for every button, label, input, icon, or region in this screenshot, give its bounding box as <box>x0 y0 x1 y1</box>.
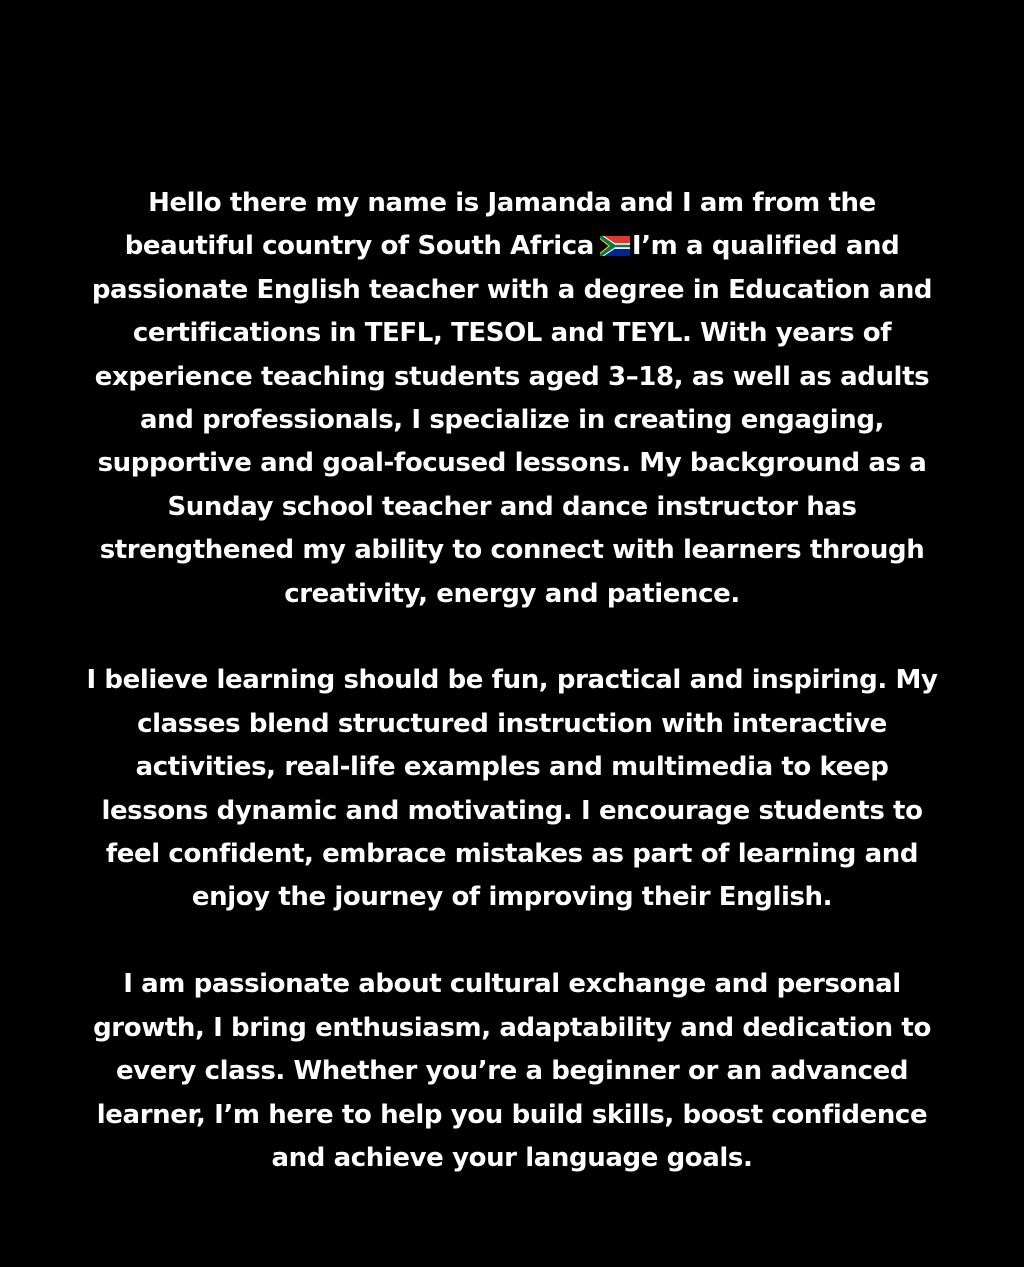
bio-paragraph-3 <box>50 963 974 1180</box>
text-line: and professionals, I specialize in creating engaging, <box>139 405 885 436</box>
text-line: and achieve your language goals. <box>271 1142 753 1173</box>
text-segment: beautiful country of South Africa <box>124 231 594 262</box>
text-line: growth, I bring enthusiasm, adaptability and dedication to <box>93 1012 931 1043</box>
text-line: lessons dynamic and motivating. I encourage students to <box>101 795 923 826</box>
text-line <box>50 225 974 268</box>
text-line: enjoy the journey of improving their English. <box>191 882 833 913</box>
text-line: Hello there my name is Jamanda and I am from the <box>148 188 876 218</box>
text-line: learner, I’m here to help you build skills, boost confidence <box>96 1099 928 1130</box>
text-line: I am passionate about cultural exchange and personal <box>123 969 901 1000</box>
text-line: every class. Whether you’re a beginner or an advanced <box>115 1056 909 1087</box>
bio-paragraph-2 <box>50 659 974 919</box>
text-line: experience teaching students aged 3–18, as well as adults <box>94 361 930 392</box>
text-line: certifications in TEFL, TESOL and TEYL. With years of <box>132 318 892 349</box>
text-line: classes blend structured instruction with interactive <box>137 708 887 739</box>
text-line: activities, real-life examples and multimedia to keep <box>135 752 889 783</box>
south-africa-flag-icon <box>600 236 630 256</box>
text-line: supportive and goal-focused lessons. My background as a <box>97 448 927 479</box>
text-line: feel confident, embrace mistakes as part of learning and <box>105 839 919 870</box>
text-line: I believe learning should be fun, practical and inspiring. My <box>86 665 938 696</box>
profile-bio <box>0 182 1024 1180</box>
text-line: creativity, energy and patience. <box>284 578 740 609</box>
bio-paragraph-1 <box>50 182 974 616</box>
text-line: passionate English teacher with a degree in Education and <box>91 274 933 305</box>
text-segment: I’m a qualified and <box>631 231 900 262</box>
text-line: Sunday school teacher and dance instructor has <box>167 491 857 522</box>
text-line: strengthened my ability to connect with learners through <box>99 535 925 566</box>
